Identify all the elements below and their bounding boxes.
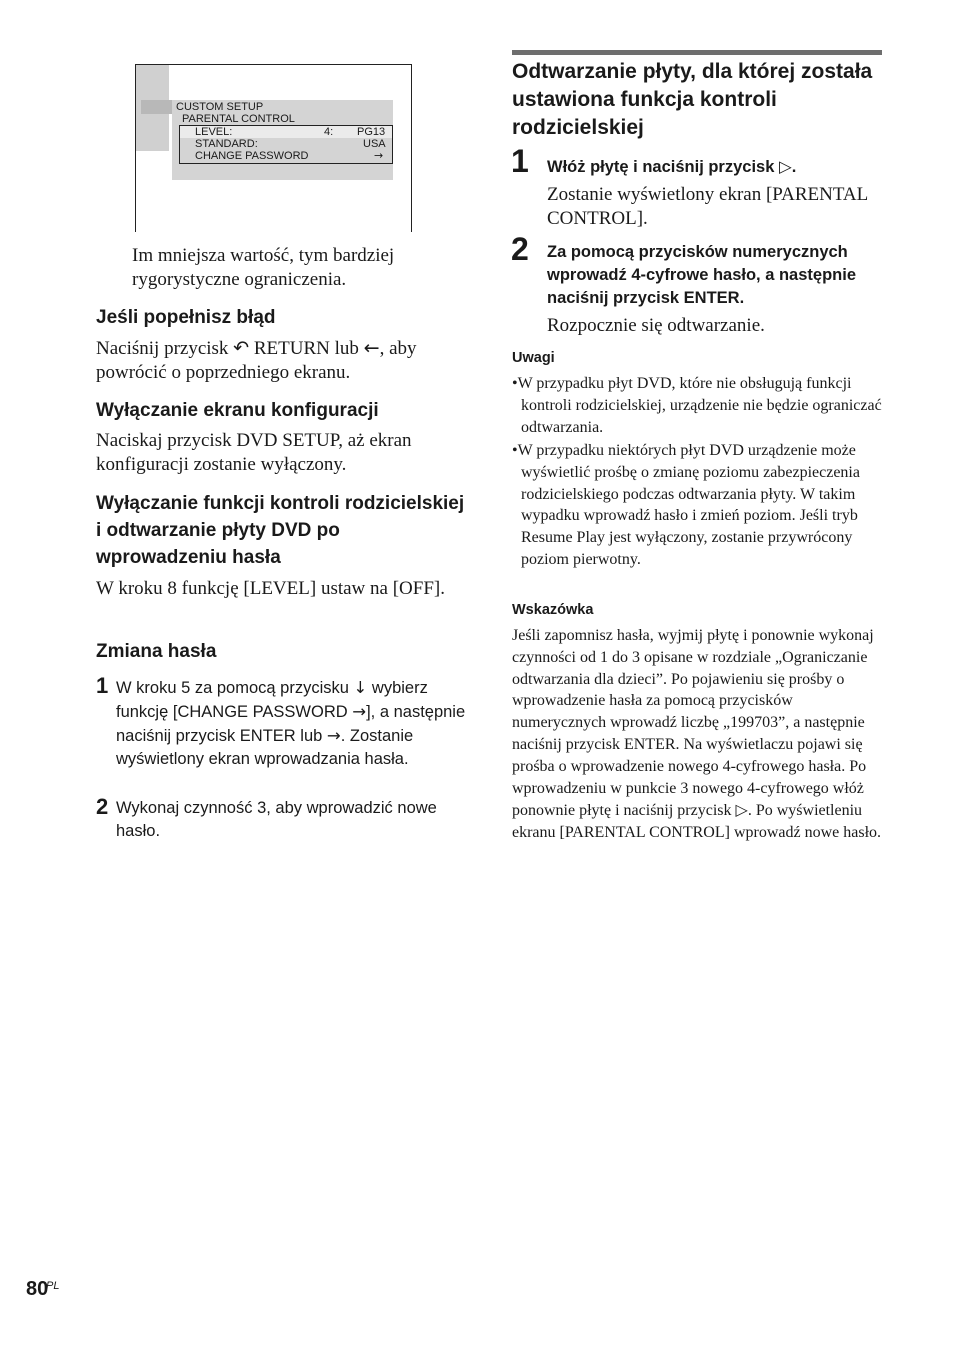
play-step1-number: 1 bbox=[511, 143, 529, 179]
note-item-text: W przypadku niektórych płyt DVD urządzenie może wyświetlić prośbę o zmianę poziomu zabezpieczenia rodzicielskiego podczas odtwarzania płyty. W takim wypadku wprowadź hasło i zmień poziom. Jeśli tryb Resume Play jest wyłączony, zostanie przywrócony poziom pierwotny. bbox=[517, 442, 860, 568]
heading-change-password: Zmiana hasła bbox=[96, 641, 217, 662]
paragraph-error bbox=[96, 336, 466, 385]
screen-standard-value: USA bbox=[363, 138, 386, 150]
note-item: •W przypadku płyt DVD, które nie obsługują funkcji kontroli rodzicielskiej, urządzenie nie będzie ograniczać odtwarzania. bbox=[512, 375, 882, 436]
note-item: •W przypadku niektórych płyt DVD urządzenie może wyświetlić prośbę o zmianę poziomu zabezpieczenia rodzicielskiego podczas odtwarzania płyty. W takim wypadku wprowadź hasło i zmień poziom. Jeśli tryb Resume Play jest wyłączony, zostanie przywrócony poziom pierwotny. bbox=[512, 442, 860, 568]
screen-menu-band bbox=[141, 100, 172, 114]
screen-level-value: PG13 bbox=[357, 126, 386, 138]
play-step2-result: Rozpocznie się odtwarzanie. bbox=[547, 315, 765, 336]
screen-level-number: 4: bbox=[324, 126, 334, 138]
screen-title: CUSTOM SETUP bbox=[176, 101, 264, 113]
notes-heading: Uwagi bbox=[512, 350, 555, 366]
section-title: Odtwarzanie płyty, dla której została ustawiona funkcja kontroli rodzicielskiej bbox=[512, 60, 873, 139]
arrow-right-icon: → bbox=[326, 726, 341, 745]
left-arrow-icon: ← bbox=[363, 337, 380, 359]
change-step1-d: . Zostanie wyświetlony ekran wprowadzania hasła. bbox=[116, 727, 414, 768]
arrow-down-icon: ↓ bbox=[353, 678, 368, 697]
heading-screen-off: Wyłączanie ekranu konfiguracji bbox=[96, 400, 379, 421]
play-step2-number: 2 bbox=[511, 231, 529, 267]
error-text-c: , aby powrócić o poprzedniego ekranu. bbox=[96, 338, 417, 383]
section-rule bbox=[512, 50, 882, 55]
change-step2-text: Wykonaj czynność 3, aby wprowadzić nowe hasło. bbox=[116, 799, 437, 840]
change-step1-b: wybierz funkcję [CHANGE PASSWORD bbox=[116, 679, 428, 721]
note-item-text: W przypadku płyt DVD, które nie obsługują funkcji kontroli rodzicielskiej, urządzenie nie będzie ograniczać odtwarzania. bbox=[517, 375, 882, 436]
screen-change-password-label: CHANGE PASSWORD bbox=[195, 150, 309, 162]
hint-text-b: . Po wyświetleniu ekranu [PARENTAL CONTROL] wprowadź nowe hasło. bbox=[512, 802, 882, 842]
hint-text bbox=[512, 625, 882, 844]
error-text-b: RETURN lub bbox=[249, 338, 364, 359]
play-icon: ▷ bbox=[735, 800, 748, 820]
change-step2-number: 2 bbox=[96, 794, 109, 819]
error-text-a: Naciśnij przycisk bbox=[96, 338, 229, 359]
play-step1-result: Zostanie wyświetlony ekran [PARENTAL CONTROL]. bbox=[547, 184, 868, 229]
play-step1-instruction: Włóż płytę i naciśnij przycisk ▷. bbox=[547, 157, 797, 176]
play-step2-instruction: Za pomocą przycisków numerycznych wprowadź 4-cyfrowe hasło, a następnie naciśnij przycisk ENTER. bbox=[547, 243, 856, 307]
return-icon: ↶ bbox=[233, 337, 250, 359]
paragraph-disable-parental: W kroku 8 funkcję [LEVEL] ustaw na [OFF]. bbox=[96, 578, 445, 599]
heading-error: Jeśli popełnisz błąd bbox=[96, 307, 276, 328]
screen-standard-label: STANDARD: bbox=[195, 138, 258, 150]
screen-level-label: LEVEL: bbox=[195, 126, 233, 138]
arrow-right-icon: → bbox=[374, 149, 384, 162]
long-arrow-right-icon: → bbox=[352, 702, 367, 721]
play-icon: ▷ bbox=[778, 157, 792, 176]
change-step1-a: W kroku 5 za pomocą przycisku bbox=[116, 679, 354, 697]
heading-disable-parental: Wyłączanie funkcji kontroli rodzicielskiej i odtwarzanie płyty DVD po wprowadzeniu hasła bbox=[96, 493, 465, 568]
change-step1-text bbox=[116, 676, 468, 771]
change-step1-number: 1 bbox=[96, 673, 109, 698]
screen-subtitle: PARENTAL CONTROL bbox=[182, 113, 295, 125]
paragraph-screen-off: Naciskaj przycisk DVD SETUP, aż ekran konfiguracji zostanie wyłączony. bbox=[96, 430, 412, 475]
hint-text-a: Jeśli zapomnisz hasła, wyjmij płytę i ponownie wykonaj czynności od 1 do 3 opisane w rozdziale „Ograniczanie odtwarzania dla dzieci”. Po pojawieniu się prośby o wprowadzenie hasła za pomocą przycisków numerycznych wprowadź liczbę „199703”, a następnie naciśnij przycisk ENTER. Na wyświetlaczu pojawi się prośba o wprowadzenie nowego 4-cyfrowego hasła. Po wprowadzeniu w punkcie 3 nowego 4-cyfrowego włóż ponownie płytę i naciśnij przycisk bbox=[512, 627, 874, 820]
hint-heading: Wskazówka bbox=[512, 602, 594, 618]
intro-text: Im mniejsza wartość, tym bardziej rygorystyczne ograniczenia. bbox=[132, 245, 395, 290]
page-number: 80 bbox=[26, 1278, 49, 1300]
play-step1-instruction-text: Włóż płytę i naciśnij przycisk bbox=[547, 158, 779, 176]
change-step1-c: ], a następnie naciśnij przycisk ENTER lub bbox=[116, 703, 466, 745]
page-language-suffix: PL bbox=[46, 1280, 60, 1292]
